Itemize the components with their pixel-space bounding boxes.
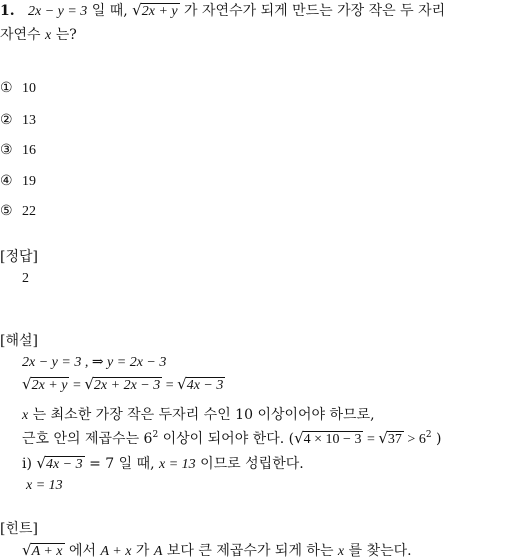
- explanation-label: [해설]: [0, 333, 38, 349]
- condition-equation: 2x − y = 3: [27, 4, 88, 19]
- explanation-line-3: x 는 최소한 가장 작은 두자리 수인 10 이상이어야 하므로,: [22, 407, 375, 423]
- option-1[interactable]: ① 10: [0, 80, 36, 96]
- explanation-line-1: 2x − y = 3 , ⇒ y = 2x − 3: [22, 355, 167, 370]
- option-3[interactable]: ③ 16: [0, 142, 36, 158]
- option-2[interactable]: ② 13: [0, 112, 36, 128]
- explanation-line-4: 근호 안의 제곱수는 $6^2$ 이상이 되어야 한다. ( √ 4 × 10 − 3 = √ 37 > $6^2$ ): [22, 429, 442, 447]
- answer-label: [정답]: [0, 249, 38, 265]
- explanation-line-2: √ 2x + y = √ 2x + 2x − 3 = √ 4x − 3: [22, 375, 224, 393]
- sqrt-expression: √ 2x + y: [132, 1, 178, 19]
- hint-line: √ A + x 에서 A + x 가 A 보다 큰 제곱수가 되게 하는 x 를 찾는다.: [22, 541, 412, 559]
- answer-value: 2: [22, 271, 29, 286]
- option-5[interactable]: ⑤ 22: [0, 203, 36, 219]
- question-line-1: 1. 2x − y = 3 일 때, √ 2x + y 가 자연수가 되게 만드는 가장 작은 두 자리: [0, 1, 446, 19]
- question-number: 1.: [0, 3, 15, 19]
- option-4[interactable]: ④ 19: [0, 173, 36, 189]
- explanation-line-5: i) √ 4x − 3 = 7 일 때, x = 13 이므로 성립한다.: [22, 454, 304, 472]
- hint-label: [힌트]: [0, 521, 38, 537]
- question-line-2: 자연수 x 는?: [0, 27, 77, 43]
- explanation-line-6: x = 13: [26, 478, 63, 493]
